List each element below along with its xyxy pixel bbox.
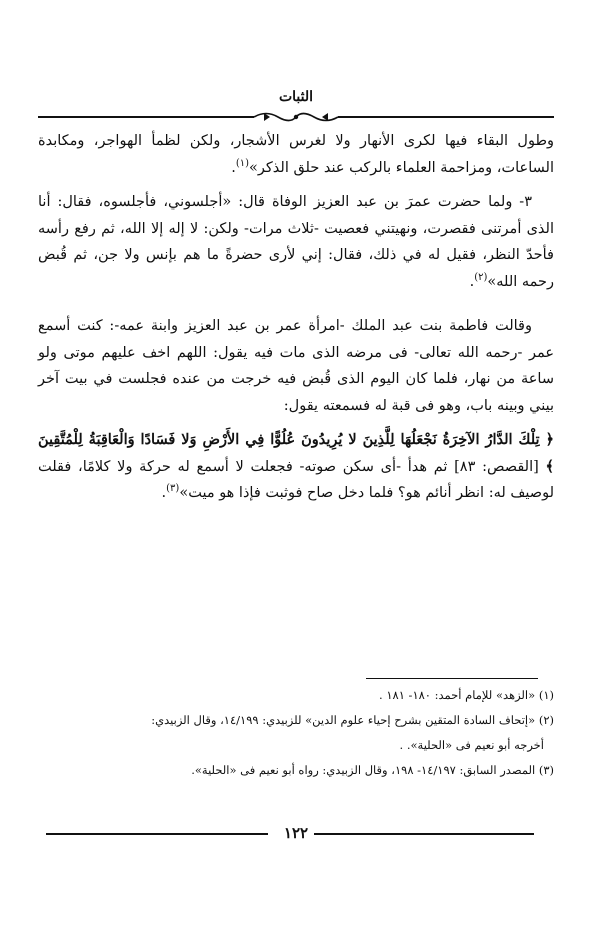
paragraph-4: ﴿ تِلْكَ الدَّارُ الآخِرَةُ نَجْعَلُهَا لِلَّذِينَ لا يُرِيدُونَ عُلُوًّا فِي الأَرْضِ وَلا فَسَادًا وَالْعَاقِبَةُ لِلْمُتَّقِينَ ﴾ [القصص: ٨٣] ثم هدأ -أى سكن صوته- فجعلت لا أسمع له حركة ولا كلامًا، فقلت لوصيف له: انظر أنائم هو؟ فلما دخل صاح فوثبت فإذا هو ميت»$^{(٣)}$.: [38, 431, 554, 501]
page-footer: [38, 822, 554, 846]
footnote-separator: [366, 678, 538, 679]
footnote-2: (٢) «إتحاف السادة المتقين بشرح إحياء علوم الدين» للزبيدي: ١٤/١٩٩، وقال الزبيدي:: [151, 713, 554, 727]
quran-verse: ﴿ تِلْكَ الدَّارُ الآخِرَةُ نَجْعَلُهَا لِلَّذِينَ لا يُرِيدُونَ عُلُوًّا فِي الأَرْضِ وَلا فَسَادًا وَالْعَاقِبَةُ لِلْمُتَّقِينَ ﴾: [38, 431, 554, 475]
header-ornament-rule: [38, 110, 554, 124]
footnote-2-continued: أخرجه أبو نعيم فى «الحلية». .: [399, 738, 544, 752]
paragraph-2: ٣- ولما حضرت عمرَ بن عبد العزيز الوفاة قال: «أجلسوني، فأجلسوه، فقال: أنا الذى أمرتنى فقصرت، ونهيتني فعصيت -ثلاث مرات- ولكن: لا إله إلا الله، ثم رفع رأسه فأحدّ النظر، فقيل له في ذلك، فقال: إني لأرى حضرةً ما هم بإنس ولا جن، ثم قُبض رحمه الله»$^{(٢)}$.: [38, 194, 554, 290]
main-text: [38, 128, 554, 507]
footnote-1: (١) «الزهد» للإمام أحمد: ١٨٠- ١٨١ .: [379, 688, 554, 702]
verse-citation: [القصص: ٨٣]: [447, 458, 546, 475]
page-number: ١٢٢: [283, 824, 309, 842]
running-header: [38, 88, 554, 128]
paragraph-1: وطول البقاء فيها لكرى الأنهار ولا لغرس الأشجار، ولكن لظمأ الهواجر، ومكابدة الساعات، ومزاحمة العلماء بالركب عند حلق الذكر»$^{(١)}$.: [38, 133, 554, 176]
footnote-3: (٣) المصدر السابق: ١٤/١٩٧- ١٩٨، وقال الزبيدي: رواه أبو نعيم فى «الحلية».: [191, 763, 554, 777]
footnotes: [38, 683, 554, 783]
footnote-ref-1[interactable]: (١): [235, 157, 250, 169]
header-title: الثبات: [278, 89, 314, 105]
footnote-ref-2[interactable]: (٢): [474, 271, 488, 283]
paragraph-3: وقالت فاطمة بنت عبد الملك -امرأة عمر بن عبد العزيز وابنة عمه-: كنت أسمع عمر -رحمه الله تعالى- فى مرضه الذى مات فيه يقول: اللهم اخف عليهم موتى ولو ساعة من نهار، فلما كان اليوم الذى قُبض فيه خرجت من عنده فجلست في بيت آخر بيني وبينه باب، وهو فى قبة له فسمعته يقول:: [38, 318, 554, 414]
footnote-ref-3[interactable]: (٣): [166, 483, 180, 495]
